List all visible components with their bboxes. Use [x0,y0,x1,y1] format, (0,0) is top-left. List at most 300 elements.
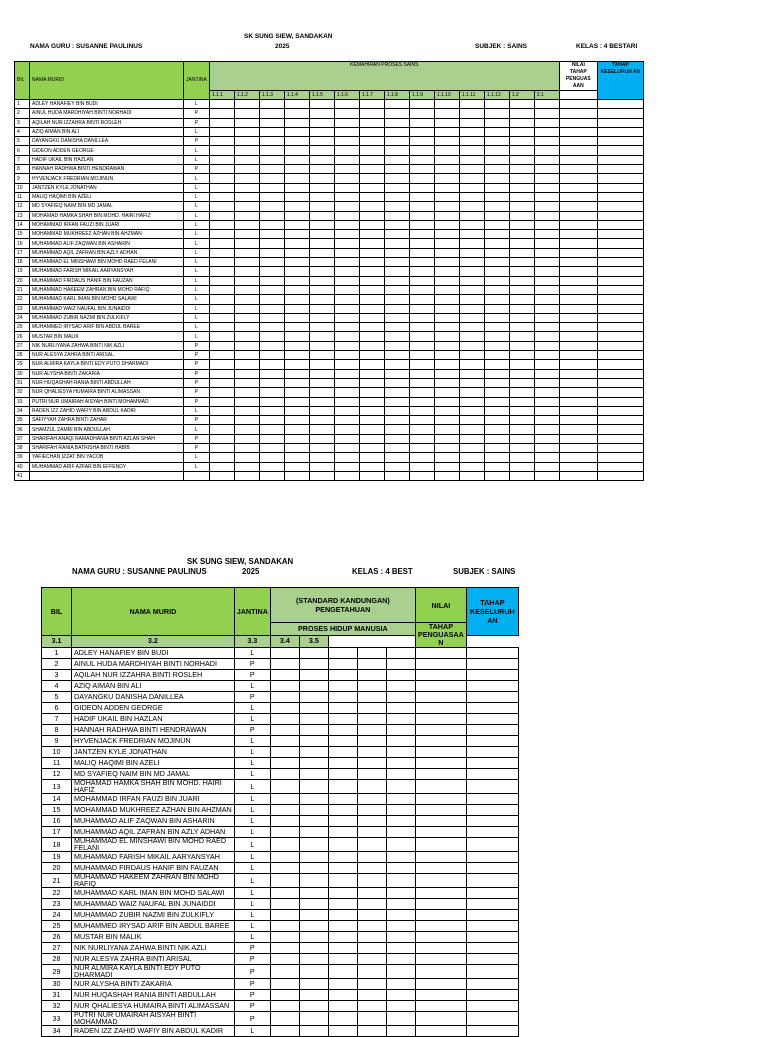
score-cell [597,351,643,360]
score-cell [309,416,334,425]
score-cell [509,137,534,146]
score-cell [459,313,484,322]
score-cell [434,360,459,369]
score-cell [597,127,643,136]
bil-cell: 15 [15,230,30,239]
score-cell [299,979,328,990]
score-cell [509,323,534,332]
score-cell [259,332,284,341]
score-cell [328,769,357,780]
score-cell [434,397,459,406]
score-cell [534,453,559,462]
score-cell [459,397,484,406]
score-cell [484,453,509,462]
score-cell [309,146,334,155]
score-cell [234,202,259,211]
score-cell [559,248,597,257]
score-cell [597,304,643,313]
score-cell [270,932,299,943]
score-cell [559,360,597,369]
score-cell [434,100,459,109]
score-cell [309,174,334,183]
score-cell [328,816,357,827]
score-cell [597,443,643,452]
bil-cell: 17 [15,248,30,257]
score-cell [386,648,415,659]
score-cell [484,369,509,378]
score-cell [309,109,334,118]
score-cell [509,248,534,257]
score-cell [466,692,518,703]
score-cell [328,910,357,921]
score-cell [234,397,259,406]
score-cell [334,211,359,220]
name-cell: JANTZEN KYLE JONATHAN [72,747,235,758]
score-cell [259,369,284,378]
score-cell [384,155,409,164]
jantina-cell: L [234,648,270,659]
score-cell [209,313,234,322]
score-cell [259,397,284,406]
name-cell: NUR ALESYA ZAHRA BINTI ARISAL [72,954,235,965]
bil-cell: 8 [15,165,30,174]
score-cell [334,267,359,276]
jantina-cell: L [184,285,210,294]
score-cell [434,323,459,332]
name-cell: NUR ALYSHA BINTI ZAKARIA [72,979,235,990]
score-cell [415,990,466,1001]
score-cell [259,118,284,127]
score-cell [334,378,359,387]
score-cell [309,332,334,341]
bil-cell: 21 [15,285,30,294]
score-cell [386,921,415,932]
col-nilai-header-2: NILAI [415,588,466,623]
bil-cell: 34 [42,1026,72,1037]
score-cell [384,285,409,294]
jantina-cell: L [184,230,210,239]
score-cell [484,258,509,267]
score-cell [357,863,386,874]
score-cell [357,747,386,758]
score-cell [409,443,434,452]
score-cell [284,341,309,350]
score-cell [559,230,597,239]
score-cell [484,416,509,425]
score-cell [209,416,234,425]
score-cell [534,276,559,285]
score-cell [559,295,597,304]
score-cell [597,165,643,174]
score-cell [209,443,234,452]
score-cell [299,1001,328,1012]
score-cell [259,155,284,164]
score-cell [357,943,386,954]
bil-cell: 17 [42,827,72,838]
name-cell: MUHAMMAD AQIL ZAFRAN BIN AZLY ADHAN [30,248,184,257]
score-cell [359,434,384,443]
score-cell [559,453,597,462]
score-cell [384,341,409,350]
score-cell [386,965,415,979]
score-cell [597,313,643,322]
score-cell [434,462,459,471]
name-cell: MUHAMMAD ALIF ZAQWAN BIN ASHARIN [72,816,235,827]
score-cell [284,425,309,434]
jantina-cell [184,471,210,480]
jantina-cell: L [234,888,270,899]
score-cell [284,360,309,369]
table-row [15,341,644,350]
score-cell [597,267,643,276]
score-cell [359,351,384,360]
score-cell [270,714,299,725]
score-cell [534,323,559,332]
score-cell [466,816,518,827]
name-cell: HADIF UKAIL BIN HAZLAN [72,714,235,725]
name-cell: AZIQ AIMAN BIN ALI [72,681,235,692]
score-cell [534,192,559,201]
name-cell: MUHAMMAD KARL IMAN BIN MOHD SALAWI [72,888,235,899]
score-cell [409,258,434,267]
score-cell [299,670,328,681]
score-cell [334,453,359,462]
score-cell [484,295,509,304]
jantina-cell: P [234,990,270,1001]
jantina-cell: L [234,794,270,805]
score-cell [299,888,328,899]
score-cell [386,780,415,794]
table-row [42,827,519,838]
col-jantina-header: JANTINA [184,62,210,100]
score-cell [459,127,484,136]
score-cell [484,100,509,109]
score-cell [597,258,643,267]
table-row [42,758,519,769]
score-cell [328,703,357,714]
table-row [42,1026,519,1037]
score-cell [284,239,309,248]
score-cell [357,827,386,838]
score-cell [386,852,415,863]
score-cell [359,416,384,425]
score-cell [415,910,466,921]
jantina-cell: L [234,816,270,827]
score-cell [328,1012,357,1026]
score-cell [309,165,334,174]
score-cell [409,369,434,378]
table-row [42,736,519,747]
score-cell [209,425,234,434]
score-cell [597,118,643,127]
bil-cell: 28 [15,351,30,360]
score-cell [466,1026,518,1037]
bil-cell: 2 [42,659,72,670]
score-cell [234,434,259,443]
score-cell [259,351,284,360]
score-cell [384,462,409,471]
jantina-cell: L [234,874,270,888]
score-cell [559,434,597,443]
bil-cell: 28 [42,954,72,965]
score-cell [384,276,409,285]
score-cell [559,165,597,174]
score-cell [259,295,284,304]
score-cell [328,979,357,990]
score-cell [509,471,534,480]
name-cell: MUHAMMED IRYSAD ARIF BIN ABDUL BAREE [72,921,235,932]
score-cell [284,258,309,267]
score-cell [357,714,386,725]
score-cell [328,794,357,805]
score-cell [434,369,459,378]
score-cell [484,313,509,322]
table-row [15,406,644,415]
score-cell [234,248,259,257]
score-cell [559,118,597,127]
name-cell: ADLEY HANAFIEY BIN BUDI [72,648,235,659]
score-cell [484,146,509,155]
score-cell [386,932,415,943]
score-cell [466,670,518,681]
score-cell [509,453,534,462]
bil-cell: 11 [15,192,30,201]
score-cell [597,323,643,332]
score-cell [559,109,597,118]
score-cell [234,443,259,452]
score-cell [434,211,459,220]
score-cell [597,406,643,415]
score-cell [259,165,284,174]
table-row [15,360,644,369]
score-cell [328,965,357,979]
score-cell [386,681,415,692]
score-cell [328,888,357,899]
bil-cell: 32 [15,388,30,397]
bil-cell: 27 [42,943,72,954]
score-cell [466,838,518,852]
table-row [42,805,519,816]
score-cell [559,220,597,229]
score-cell [357,874,386,888]
score-cell [359,295,384,304]
score-cell [299,780,328,794]
score-cell [209,360,234,369]
table-row [42,1001,519,1012]
score-cell [534,127,559,136]
score-cell [209,295,234,304]
table-row [42,780,519,794]
score-cell [270,888,299,899]
score-cell [509,360,534,369]
score-cell [559,137,597,146]
score-cell [459,174,484,183]
score-cell [559,332,597,341]
nilai-label: NILAI [571,62,585,68]
score-cell [409,406,434,415]
score-cell [234,453,259,462]
name-cell: PUTRI NUR UMAIRAH AISYAH BINTI MOHAMMAD [72,1012,235,1026]
name-cell: MD SYAFIEQ NAIM BIN MD JAMAL [72,769,235,780]
score-cell [270,965,299,979]
score-cell [534,239,559,248]
score-cell [357,979,386,990]
jantina-cell: P [234,965,270,979]
table-row [15,165,644,174]
score-cell [466,979,518,990]
name-cell: NUR ALYSHA BINTI ZAKARIA [30,369,184,378]
score-cell [434,443,459,452]
score-cell [597,453,643,462]
name-cell: MOHAMMAD MUKHREEZ AZHAN BIN AHZMAN [30,230,184,239]
score-cell [509,202,534,211]
score-cell [459,295,484,304]
jantina-cell: L [184,100,210,109]
score-cell [259,406,284,415]
score-cell [334,471,359,480]
bil-cell: 31 [42,990,72,1001]
table-row [42,910,519,921]
score-cell [484,174,509,183]
score-cell [209,137,234,146]
score-cell [299,990,328,1001]
jantina-cell: L [184,295,210,304]
score-cell [334,118,359,127]
jantina-cell: L [234,863,270,874]
score-cell [484,211,509,220]
score-cell [259,434,284,443]
score-cell [459,323,484,332]
name-cell: GIDEON ADDEN GEORGE [30,146,184,155]
score-cell [357,932,386,943]
score-cell [299,932,328,943]
score-cell [328,714,357,725]
score-cell [299,794,328,805]
score-cell [309,295,334,304]
score-cell [384,127,409,136]
score-cell [209,230,234,239]
score-cell [559,174,597,183]
score-cell [434,146,459,155]
score-cell [359,397,384,406]
jantina-cell: L [234,932,270,943]
score-cell [597,369,643,378]
score-cell [299,910,328,921]
table-row [15,332,644,341]
score-cell [466,769,518,780]
score-cell [309,462,334,471]
score-cell [466,780,518,794]
jantina-cell: L [184,155,210,164]
score-cell [259,425,284,434]
score-cell [284,100,309,109]
score-cell [299,747,328,758]
score-cell [359,453,384,462]
score-cell [409,165,434,174]
score-cell [597,295,643,304]
score-cell [534,462,559,471]
score-cell [328,736,357,747]
score-cell [328,648,357,659]
score-cell [466,965,518,979]
score-cell [357,736,386,747]
score-cell [559,304,597,313]
score-cell [466,1012,518,1026]
score-cell [234,323,259,332]
score-cell [259,248,284,257]
bil-cell: 34 [15,406,30,415]
score-cell [409,313,434,322]
skill-subcol-header: 1.1.1 [209,91,234,100]
score-cell [234,471,259,480]
score-cell [409,453,434,462]
score-cell [357,769,386,780]
score-cell [284,453,309,462]
bil-cell: 7 [15,155,30,164]
score-cell [415,852,466,863]
bil-cell: 40 [15,462,30,471]
name-cell: MUHAMMED IRYSAD ARIF BIN ABDUL BAREE [30,323,184,332]
score-cell [509,155,534,164]
name-cell: NIK NURLIYANA ZAHWA BINTI NIK AZLI [30,341,184,350]
score-cell [597,137,643,146]
table-row [15,471,644,480]
score-cell [359,425,384,434]
score-cell [509,174,534,183]
score-cell [597,230,643,239]
score-cell [259,304,284,313]
score-cell [384,388,409,397]
jantina-cell: L [234,852,270,863]
score-cell [409,304,434,313]
jantina-cell: P [184,351,210,360]
score-cell [386,888,415,899]
score-cell [357,816,386,827]
bil-cell: 7 [42,714,72,725]
score-cell [466,910,518,921]
score-cell [386,954,415,965]
table-row [42,725,519,736]
score-cell [597,192,643,201]
score-cell [384,453,409,462]
score-cell [459,239,484,248]
score-cell [209,304,234,313]
name-cell: RADEN IZZ ZAHID WAFIY BIN ABDUL KADIR [30,406,184,415]
score-cell [534,258,559,267]
bil-cell: 13 [15,211,30,220]
table-row [42,874,519,888]
score-cell [409,267,434,276]
score-cell [384,295,409,304]
score-cell [386,670,415,681]
sheet2-table [41,587,519,1037]
score-cell [509,425,534,434]
score-cell [484,248,509,257]
name-cell: SAFIYYAH ZAHRA BINTI ZAHAR [30,416,184,425]
score-cell [466,747,518,758]
score-cell [386,1012,415,1026]
score-cell [309,434,334,443]
score-cell [234,304,259,313]
score-cell [466,954,518,965]
score-cell [259,146,284,155]
score-cell [209,258,234,267]
score-cell [284,295,309,304]
score-cell [357,852,386,863]
score-cell [509,192,534,201]
score-cell [597,211,643,220]
score-cell [357,910,386,921]
